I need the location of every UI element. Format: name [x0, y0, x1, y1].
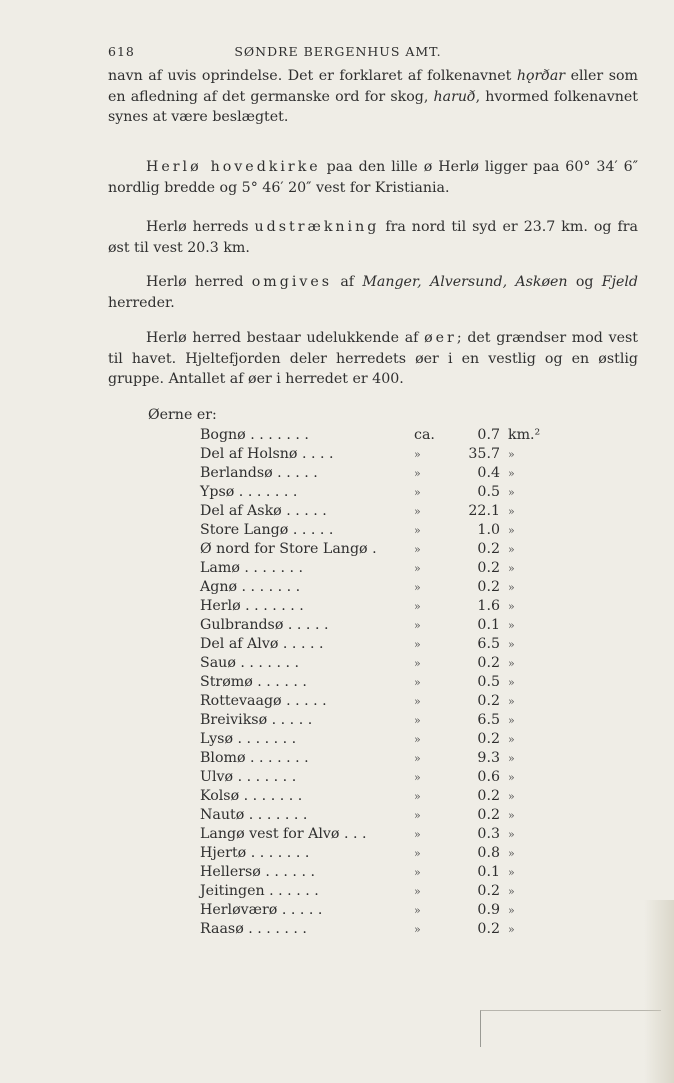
composition-paragraph: [108, 328, 638, 390]
ditto-mark: »: [414, 657, 421, 670]
island-area: 0.7: [477, 427, 500, 443]
ditto-mark: »: [508, 847, 515, 860]
composition-text-2: ; det grændser mod vest til havet. Hjeltefjorden deler herredets øer i en vestlig og en østlig gruppe. Antallet af øer i herredet er 400.: [108, 330, 638, 387]
island-name: Blomø . . . . . . .: [200, 750, 309, 766]
table-row: [200, 464, 542, 483]
ditto-mark: »: [508, 904, 515, 917]
neighbour-names: Manger, Alversund, Askøen: [362, 274, 568, 290]
unit-label: km.²: [508, 427, 541, 443]
island-name: Breiviksø . . . . .: [200, 712, 313, 728]
extent-text-1: Herlø herreds: [146, 219, 255, 235]
island-name: Store Langø . . . . .: [200, 522, 334, 538]
island-area: 0.1: [477, 864, 500, 880]
island-area: 0.8: [477, 845, 500, 861]
ditto-mark: »: [414, 543, 421, 556]
ditto-mark: »: [508, 923, 515, 936]
island-area: 0.3: [477, 826, 500, 842]
table-row: [200, 901, 542, 920]
island-name: Jeitingen . . . . . .: [200, 883, 319, 899]
table-row: [200, 825, 542, 844]
ditto-mark: »: [508, 695, 515, 708]
island-area: 1.0: [477, 522, 500, 538]
church-text: paa den lille ø Herlø ligger paa 60° 34′ 6″ nordlig bredde og 5° 46′ 20″ vest for Kristiania.: [108, 159, 638, 196]
island-name: Rottevaagø . . . . .: [200, 693, 327, 709]
island-name: Hjertø . . . . . . .: [200, 845, 310, 861]
island-area: 35.7: [468, 446, 500, 462]
ditto-mark: »: [508, 543, 515, 556]
island-name: Kolsø . . . . . . .: [200, 788, 303, 804]
island-name: Ulvø . . . . . . .: [200, 769, 297, 785]
ditto-mark: »: [508, 771, 515, 784]
extent-paragraph: [108, 217, 638, 258]
table-row: [200, 730, 542, 749]
church-keyword: Herlø hovedkirke: [146, 159, 321, 175]
island-name: Nautø . . . . . . .: [200, 807, 308, 823]
ditto-mark: »: [508, 562, 515, 575]
ditto-mark: »: [414, 695, 421, 708]
ditto-mark: »: [508, 486, 515, 499]
ditto-mark: »: [508, 657, 515, 670]
ditto-mark: »: [508, 733, 515, 746]
table-row: [200, 654, 542, 673]
ditto-mark: »: [508, 790, 515, 803]
ditto-mark: »: [508, 448, 515, 461]
island-name: Ypsø . . . . . . .: [200, 484, 298, 500]
island-name: Berlandsø . . . . .: [200, 465, 318, 481]
ditto-mark: »: [414, 828, 421, 841]
church-paragraph: [108, 157, 638, 198]
island-area: 0.2: [477, 883, 500, 899]
ditto-mark: »: [414, 809, 421, 822]
table-row: [200, 920, 542, 939]
island-area: 0.2: [477, 693, 500, 709]
ditto-mark: »: [414, 714, 421, 727]
borders-text-1: Herlø herred: [146, 274, 252, 290]
islands-heading: Øerne er:: [148, 407, 217, 423]
table-row: [200, 426, 542, 445]
island-area: 1.6: [477, 598, 500, 614]
ditto-mark: »: [508, 809, 515, 822]
island-area: 0.2: [477, 807, 500, 823]
borders-text-2: af: [332, 274, 363, 290]
running-header: [108, 44, 568, 64]
borders-text-3: og: [567, 274, 602, 290]
word-harud: haruð: [433, 88, 476, 105]
ditto-mark: »: [508, 600, 515, 613]
extent-keyword: udstrækning: [254, 219, 380, 235]
ditto-mark: »: [414, 562, 421, 575]
table-row: [200, 521, 542, 540]
island-area: 6.5: [477, 636, 500, 652]
table-row: [200, 578, 542, 597]
page-fold-mark: [480, 1010, 661, 1047]
island-area: 0.2: [477, 579, 500, 595]
island-name: Langø vest for Alvø . . .: [200, 826, 367, 842]
extent-text-2: fra nord til syd er 23.7 km. og fra øst til vest 20.3 km.: [108, 219, 638, 256]
ditto-mark: »: [414, 866, 421, 879]
table-row: [200, 597, 542, 616]
table-row: [200, 711, 542, 730]
table-row: [200, 692, 542, 711]
table-row: [200, 806, 542, 825]
ditto-mark: »: [508, 524, 515, 537]
island-area: 0.2: [477, 655, 500, 671]
table-row: [200, 616, 542, 635]
ditto-mark: »: [414, 790, 421, 803]
composition-text-1: Herlø herred bestaar udelukkende af: [146, 330, 425, 346]
table-row: [200, 445, 542, 464]
island-area: 0.2: [477, 731, 500, 747]
ditto-mark: »: [508, 638, 515, 651]
ditto-mark: »: [414, 524, 421, 537]
island-name: Ø nord for Store Langø .: [200, 541, 377, 557]
table-row: [200, 882, 542, 901]
ditto-mark: »: [414, 581, 421, 594]
ditto-mark: »: [414, 600, 421, 613]
island-area: 0.9: [477, 902, 500, 918]
ditto-mark: »: [414, 486, 421, 499]
ditto-mark: »: [508, 885, 515, 898]
ditto-mark: »: [508, 714, 515, 727]
ditto-mark: »: [414, 467, 421, 480]
ditto-mark: »: [508, 581, 515, 594]
ditto-mark: »: [414, 638, 421, 651]
island-name: Herløværø . . . . .: [200, 902, 323, 918]
table-row: [200, 483, 542, 502]
ditto-mark: »: [414, 771, 421, 784]
island-name: Agnø . . . . . . .: [200, 579, 301, 595]
island-area: 22.1: [468, 503, 500, 519]
ditto-mark: »: [414, 619, 421, 632]
ditto-mark: »: [508, 505, 515, 518]
island-area: 0.5: [477, 674, 500, 690]
island-area: 6.5: [477, 712, 500, 728]
table-row: [200, 768, 542, 787]
island-name: Lamø . . . . . . .: [200, 560, 304, 576]
island-area: 0.4: [477, 465, 500, 481]
table-row: [200, 844, 542, 863]
island-area: 0.2: [477, 921, 500, 937]
island-name: Del af Holsnø . . . .: [200, 446, 334, 462]
table-row: [200, 540, 542, 559]
intro-text-3: , hvormed folkenavnet synes at være beslægtet.: [108, 88, 638, 125]
island-name: Lysø . . . . . . .: [200, 731, 297, 747]
table-row: [200, 635, 542, 654]
ditto-mark: »: [508, 752, 515, 765]
intro-text-1: navn af uvis oprindelse. Det er forklaret af folkenavnet: [108, 68, 517, 84]
ditto-mark: »: [414, 676, 421, 689]
island-name: Raasø . . . . . . .: [200, 921, 307, 937]
ditto-mark: »: [508, 828, 515, 841]
page-edge-shadow: [644, 900, 674, 1083]
island-name: Del af Alvø . . . . .: [200, 636, 324, 652]
island-area: 9.3: [477, 750, 500, 766]
island-area: 0.2: [477, 788, 500, 804]
running-title: SØNDRE BERGENHUS AMT.: [234, 44, 442, 59]
ditto-mark: »: [414, 505, 421, 518]
ditto-mark: »: [414, 448, 421, 461]
intro-text-2: eller som en afledning af det germanske ord for skog,: [108, 68, 638, 105]
island-name: Hellersø . . . . . .: [200, 864, 315, 880]
ditto-mark: »: [508, 467, 515, 480]
island-name: Bognø . . . . . . .: [200, 427, 309, 443]
island-name: Herlø . . . . . . .: [200, 598, 304, 614]
neighbour-fjeld: Fjeld: [601, 274, 638, 290]
ditto-mark: »: [414, 752, 421, 765]
islands-table: [200, 426, 542, 939]
ditto-mark: »: [414, 885, 421, 898]
borders-keyword: omgives: [251, 274, 333, 290]
table-row: [200, 749, 542, 768]
intro-paragraph: [108, 66, 638, 128]
island-area: 0.2: [477, 541, 500, 557]
page-number: 618: [108, 44, 135, 59]
ditto-mark: »: [508, 866, 515, 879]
ditto-mark: »: [414, 923, 421, 936]
ditto-mark: »: [508, 619, 515, 632]
ditto-mark: »: [508, 676, 515, 689]
ditto-mark: »: [414, 847, 421, 860]
table-row: [200, 559, 542, 578]
borders-text-4: herreder.: [108, 294, 175, 311]
composition-keyword: øer: [424, 330, 457, 346]
word-hordar: hǫrðar: [516, 68, 566, 84]
island-area: 0.1: [477, 617, 500, 633]
island-area: 0.2: [477, 560, 500, 576]
island-name: Strømø . . . . . .: [200, 674, 307, 690]
island-name: Gulbrandsø . . . . .: [200, 617, 329, 633]
ditto-mark: »: [414, 904, 421, 917]
borders-paragraph: [108, 272, 638, 313]
table-row: [200, 863, 542, 882]
island-name: Sauø . . . . . . .: [200, 655, 300, 671]
ca-label: ca.: [414, 427, 435, 443]
table-row: [200, 673, 542, 692]
island-name: Del af Askø . . . . .: [200, 503, 327, 519]
table-row: [200, 502, 542, 521]
table-row: [200, 787, 542, 806]
ditto-mark: »: [414, 733, 421, 746]
island-area: 0.6: [477, 769, 500, 785]
island-area: 0.5: [477, 484, 500, 500]
